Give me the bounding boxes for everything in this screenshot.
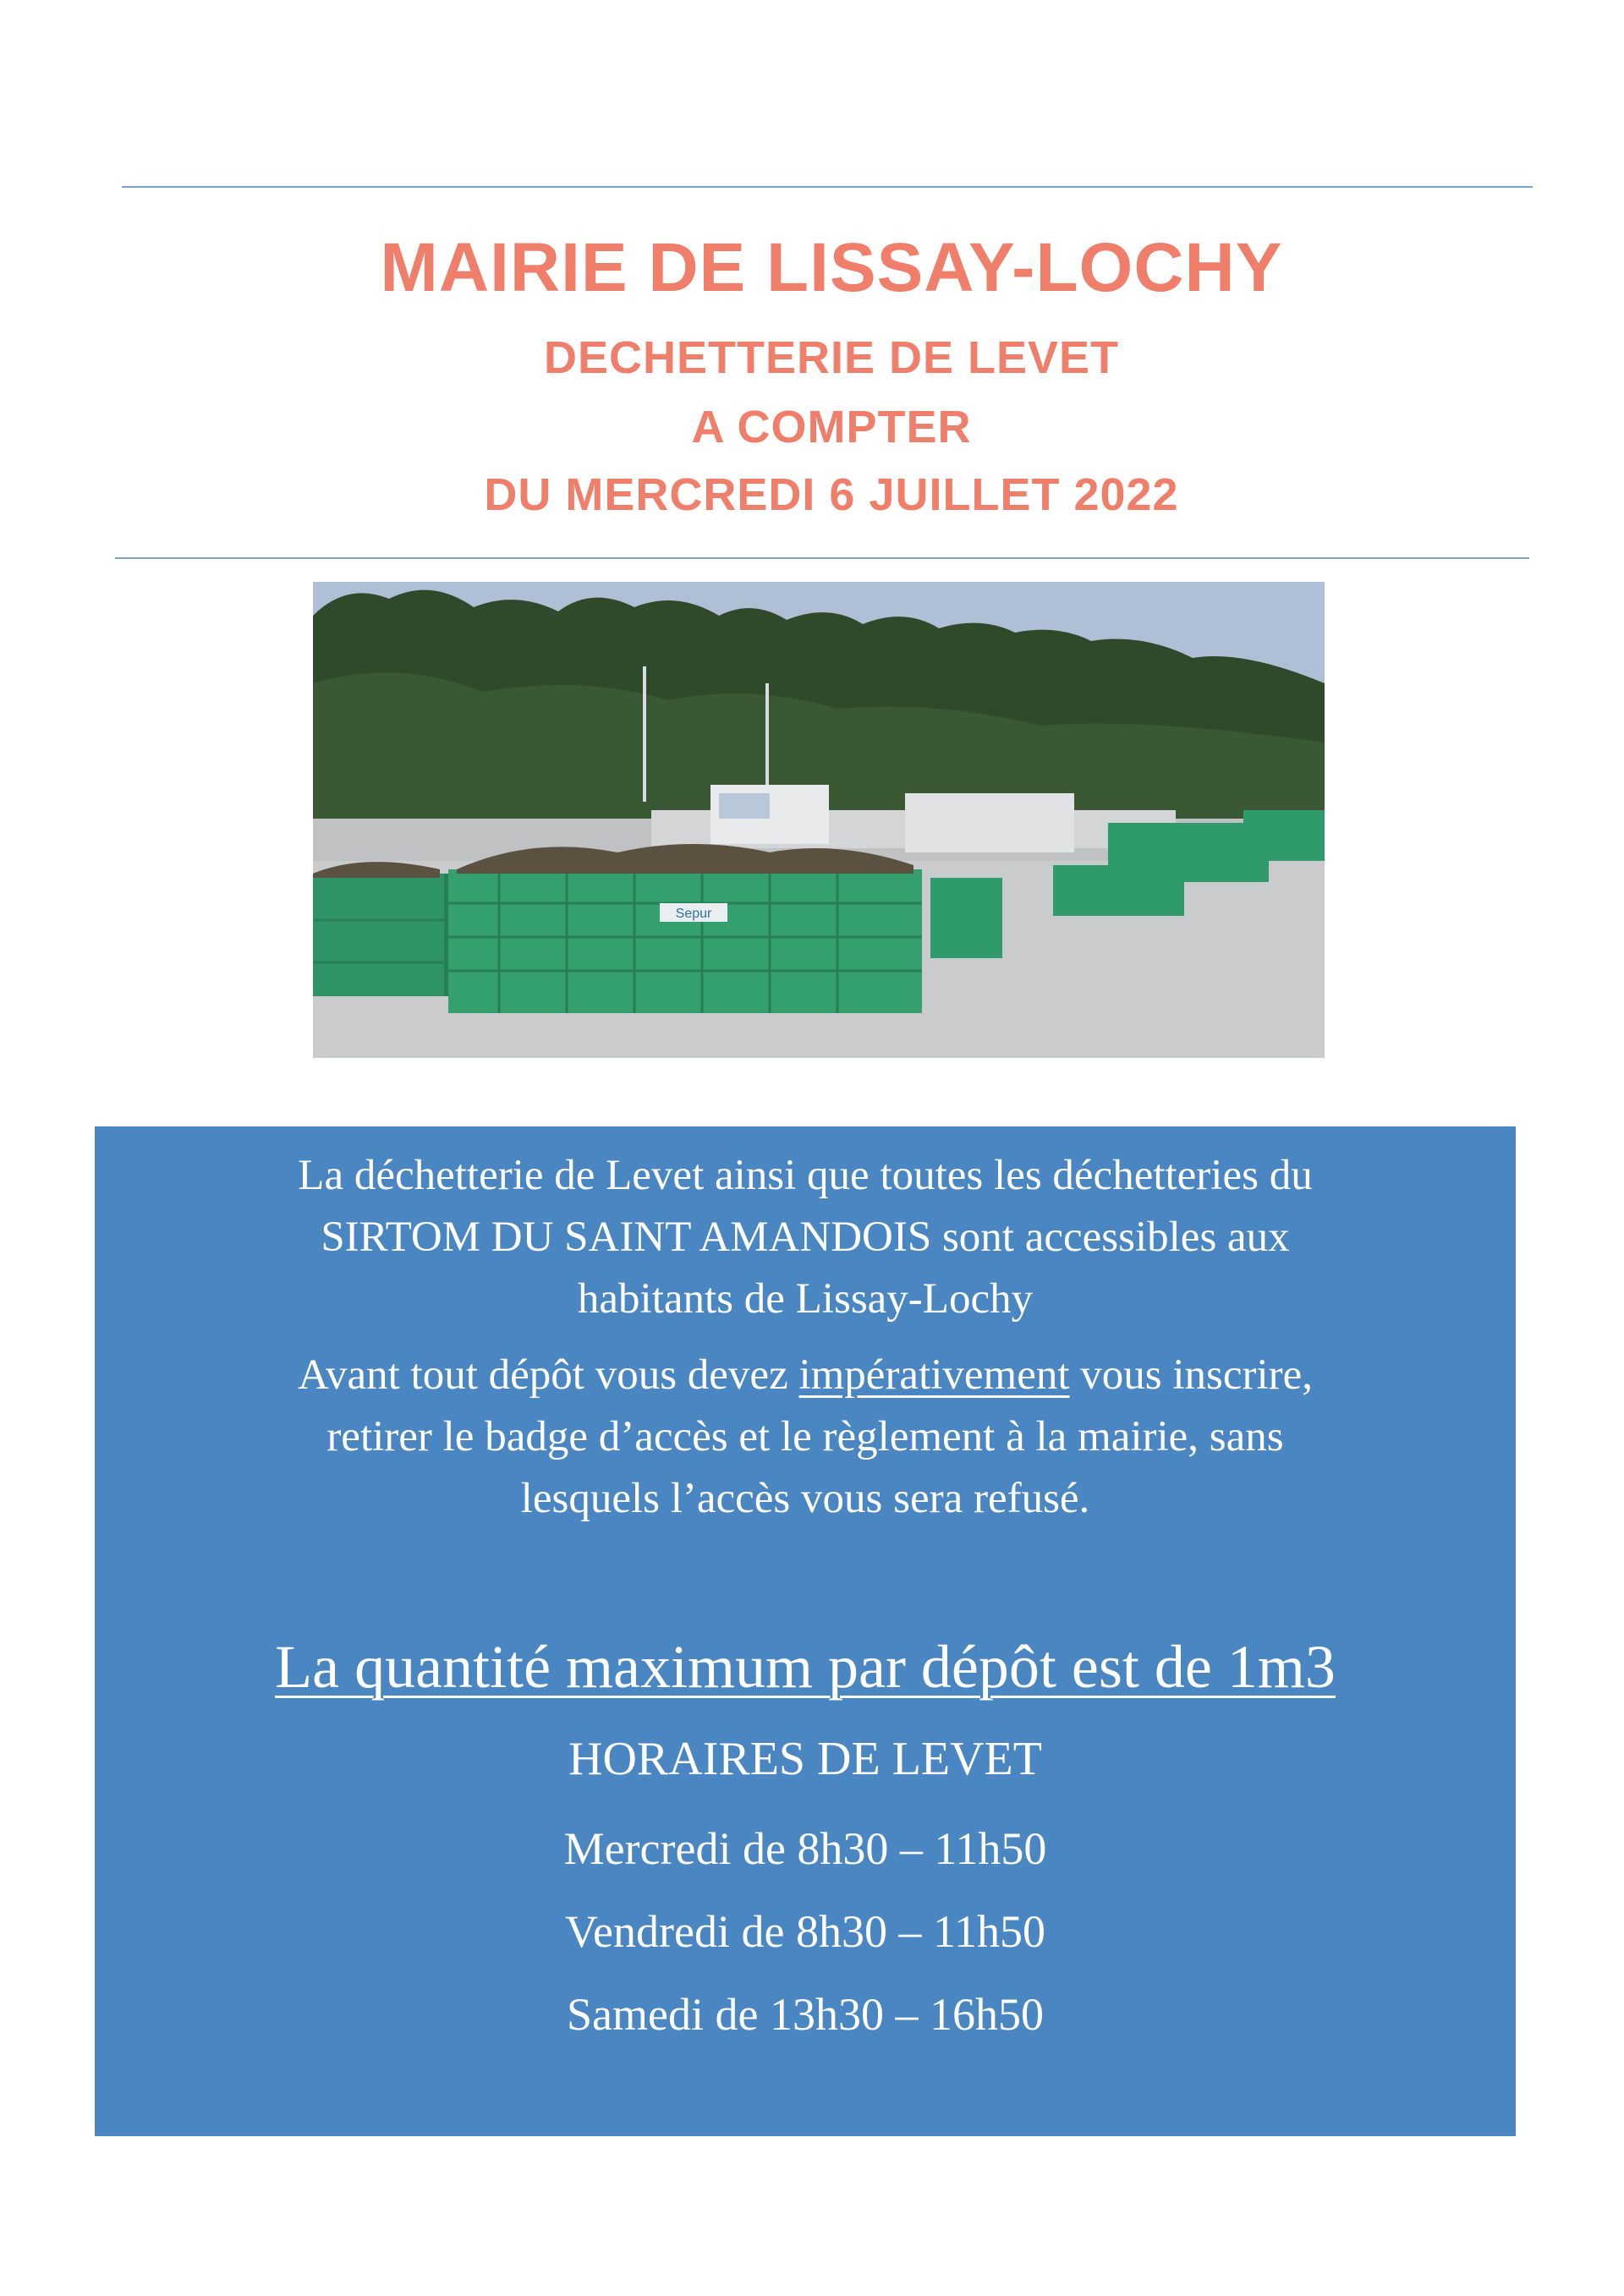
top-divider xyxy=(122,186,1533,188)
hours-title: HORAIRES DE LEVET xyxy=(568,1733,1042,1785)
registration-line: retirer le badge d’accès et le règlement à la mairie, sans xyxy=(326,1413,1284,1460)
registration-line: Avant tout dépôt vous devez impérativement vous inscrire, xyxy=(297,1351,1314,1399)
registration-line: lesquels l’accès vous sera refusé. xyxy=(520,1475,1090,1522)
access-paragraph xyxy=(129,1145,1482,1330)
subtitle-date: DU MERCREDI 6 JUILLET 2022 xyxy=(484,469,1179,520)
dechetterie-photo xyxy=(313,582,1325,1058)
access-line: La déchetterie de Levet ainsi que toutes les déchetteries du xyxy=(298,1152,1313,1199)
subtitle-a-compter: A COMPTER xyxy=(691,402,972,452)
access-line: SIRTOM DU SAINT AMANDOIS sont accessibles aux xyxy=(321,1214,1290,1261)
subtitle-dechetterie: DECHETTERIE DE LEVET xyxy=(543,332,1120,383)
access-line: habitants de Lissay-Lochy xyxy=(577,1275,1034,1323)
page-title: MAIRIE DE LISSAY-LOCHY xyxy=(380,229,1283,306)
container-label: Sepur xyxy=(675,907,712,921)
info-panel xyxy=(95,1126,1516,2136)
hours-list xyxy=(95,1817,1516,2065)
bottom-divider xyxy=(115,557,1529,559)
hours-item: Mercredi de 8h30 – 11h50 xyxy=(563,1823,1047,1874)
hours-item: Samedi de 13h30 – 16h50 xyxy=(567,1989,1044,2040)
registration-paragraph xyxy=(129,1345,1482,1530)
emphasis-text: impérativement xyxy=(798,1351,1070,1399)
max-quantity: La quantité maximum par dépôt est de 1m3 xyxy=(275,1633,1336,1701)
hours-item: Vendredi de 8h30 – 11h50 xyxy=(565,1906,1045,1957)
